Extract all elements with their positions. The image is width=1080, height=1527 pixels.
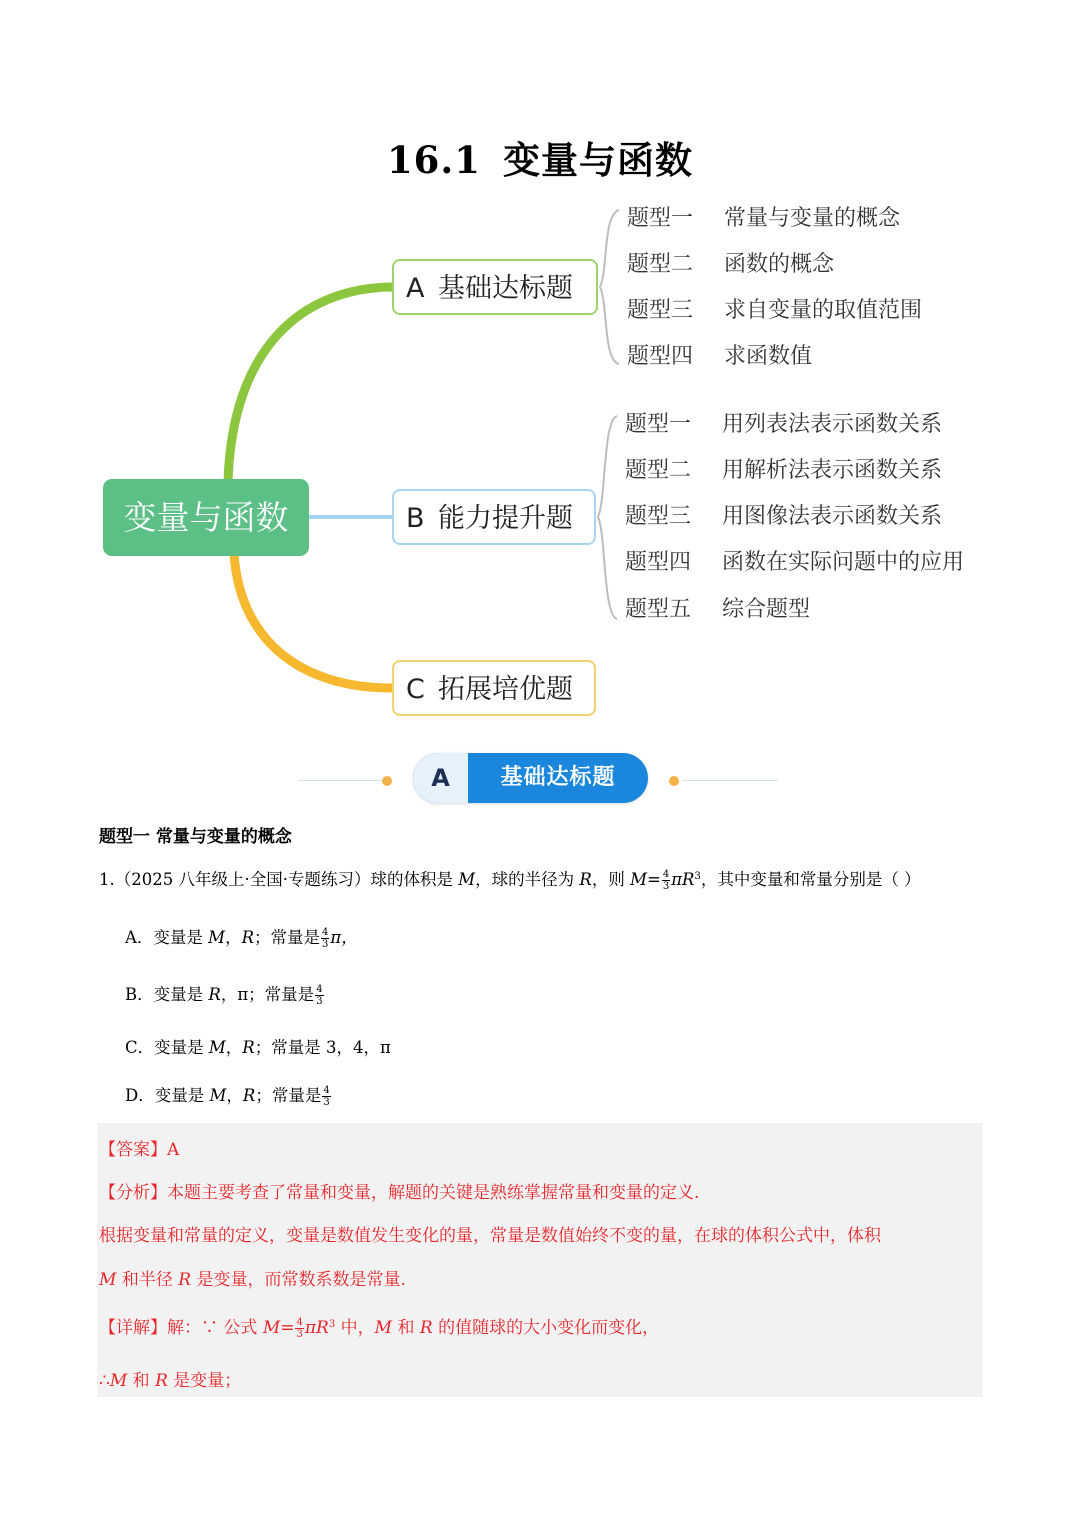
banner-dot-right [669,776,679,786]
title-number: 16.1 [386,138,482,182]
exponent: 3 [694,871,701,882]
option-text: 变量是 [154,1086,210,1105]
option-b[interactable] [125,981,325,1007]
option-tail: π， [330,928,358,947]
banner-pill [413,753,648,803]
banner-text: 基础达标题 [500,765,616,790]
explain-text: 是变量，而常数系数是常量. [191,1270,406,1290]
option-label: D． [125,1086,155,1105]
fraction-denominator: 3 [296,1329,303,1340]
option-text: 变量是 [153,985,209,1004]
leaf-a-3 [627,296,922,326]
leaf-b-3 [625,502,942,532]
bracket-a [600,210,619,364]
fraction-numerator: 4 [323,1085,330,1096]
fraction-numerator: 4 [316,984,323,995]
leaf-type: 题型二 [627,252,694,277]
conclusion-text: 是变量； [167,1371,242,1391]
detail-text: 和 [392,1318,420,1338]
leaf-b-1 [625,410,942,440]
analysis-line [99,1178,699,1203]
formula-lhs: M= [262,1318,295,1338]
pi-symbol: π [671,870,683,889]
var-r: R [682,870,695,889]
stem-text: 球的体积是 [370,870,459,889]
var-r: R [241,928,255,947]
fraction-denominator: 3 [662,881,670,892]
leaf-topic: 综合题型 [722,597,811,622]
leaf-a-4 [627,342,812,372]
option-label: A． [125,928,154,947]
leaf-topic: 求函数值 [724,344,813,369]
var-r: R [579,870,592,889]
branch-b-label: 能力提升题 [438,503,573,534]
leaf-type: 题型一 [625,412,692,437]
fraction [321,927,329,950]
solution-box [97,1123,983,1397]
leaf-b-4 [625,548,964,578]
section-heading: 题型一 常量与变量的概念 [99,827,292,847]
var-m: M [374,1318,393,1338]
banner-dot-left [382,776,392,786]
fraction-denominator: 3 [323,1097,330,1108]
leaf-topic: 函数的概念 [724,252,835,277]
var-r: R [316,1318,329,1338]
option-sep: ， [226,1086,243,1105]
leaf-topic: 函数在实际问题中的应用 [722,550,965,575]
detail-tag: 【详解】 [99,1318,167,1338]
branch-c-label: 拓展培优题 [438,674,573,705]
leaf-type: 题型一 [627,206,694,231]
fraction-numerator: 4 [662,869,670,880]
branch-a-node [392,259,598,315]
connector-a [228,287,392,482]
leaf-a-1 [627,204,900,234]
var-r: R [208,985,221,1004]
analysis-tag: 【分析】 [99,1183,167,1203]
bracket-b [598,416,617,619]
option-sep: ， [225,928,242,947]
question-number: 1. [99,870,115,889]
var-r: R [178,1270,192,1290]
var-m: M [99,1270,117,1290]
detail-line [99,1313,659,1340]
answer-value: A [167,1140,180,1160]
fraction [662,869,670,892]
var-r: R [155,1371,168,1391]
leaf-type: 题型三 [625,504,692,529]
stem-text: ，球的半径为 [475,870,580,889]
detail-text: 解：∵ 公式 [167,1318,263,1338]
fraction-denominator: 3 [322,939,329,950]
banner-line-right [682,780,778,781]
fraction-denominator: 3 [316,996,323,1007]
var-m: M [209,1086,227,1105]
answer-line [99,1135,179,1160]
branch-a-letter: A [406,273,425,304]
explain-line-1: 根据变量和常量的定义，变量是数值发生变化的量，常量是数值始终不变的量，在球的体积公式中，体积 [99,1226,881,1246]
branch-c-letter: C [406,674,425,705]
detail-text: 的值随球的大小变化而变化， [432,1318,660,1338]
option-label: B． [125,985,154,1004]
option-text: ；常量是 [254,928,321,947]
leaf-type: 题型四 [627,344,694,369]
branch-b-node [392,489,596,545]
leaf-type: 题型三 [627,298,694,323]
fraction [322,1085,330,1108]
option-text: 变量是 [154,1038,209,1057]
var-m: M [458,870,476,889]
option-sep: ， [225,1038,243,1057]
var-m: M [208,928,226,947]
conclusion-line [99,1366,241,1391]
leaf-type: 题型四 [625,550,692,575]
question-source: （2025 八年级上·全国·专题练习） [114,870,371,889]
leaf-topic: 用列表法表示函数关系 [722,412,943,437]
option-text: ，π；常量是 [220,985,315,1004]
explain-line-2 [99,1265,406,1290]
option-a[interactable] [125,924,358,950]
leaf-topic: 用图像法表示函数关系 [722,504,943,529]
fraction [295,1317,303,1340]
leaf-topic: 常量与变量的概念 [724,206,901,231]
leaf-type: 题型二 [625,458,692,483]
leaf-b-2 [625,456,942,486]
option-d[interactable] [125,1082,332,1108]
mindmap-connectors [0,0,1080,760]
var-r: R [419,1318,433,1338]
branch-b-letter: B [406,503,425,534]
fraction-numerator: 4 [296,1317,303,1328]
detail-text: 中， [335,1318,375,1338]
title-text: 变量与函数 [503,138,694,182]
section-banner [298,753,778,808]
option-label: C． [125,1038,155,1057]
connector-c [234,554,392,688]
leaf-a-2 [627,250,834,280]
leaf-b-5 [625,595,810,625]
exponent: 3 [328,1319,336,1330]
leaf-topic: 求自变量的取值范围 [724,298,923,323]
leaf-type: 题型五 [625,597,692,622]
var-r: R [242,1038,255,1057]
formula-lhs: M= [630,870,661,889]
therefore-symbol: ∴ [99,1371,110,1391]
explain-text: 和半径 [116,1270,179,1290]
pi-symbol: π [304,1318,317,1338]
mindmap-center-node: 变量与函数 [103,479,309,556]
option-text: ；常量是 [255,1086,322,1105]
option-text: ；常量是 3，4，π [254,1038,391,1057]
branch-c-node [392,660,596,716]
fraction [315,984,323,1007]
question-stem [99,866,921,892]
branch-a-label: 基础达标题 [438,273,573,304]
stem-text: ，其中变量和常量分别是（ ） [700,870,921,889]
banner-line-left [298,780,386,781]
var-r: R [242,1086,256,1105]
conclusion-text: 和 [127,1371,156,1391]
option-text: 变量是 [153,928,209,947]
banner-letter: A [413,753,468,803]
option-c[interactable] [125,1034,391,1058]
leaf-topic: 用解析法表示函数关系 [722,458,943,483]
stem-text: ，则 [591,870,631,889]
fraction-numerator: 4 [322,927,329,938]
answer-tag: 【答案】 [99,1140,167,1160]
analysis-text: 本题主要考查了常量和变量，解题的关键是熟练掌握常量和变量的定义. [167,1183,700,1203]
var-m: M [109,1371,128,1391]
var-m: M [208,1038,226,1057]
